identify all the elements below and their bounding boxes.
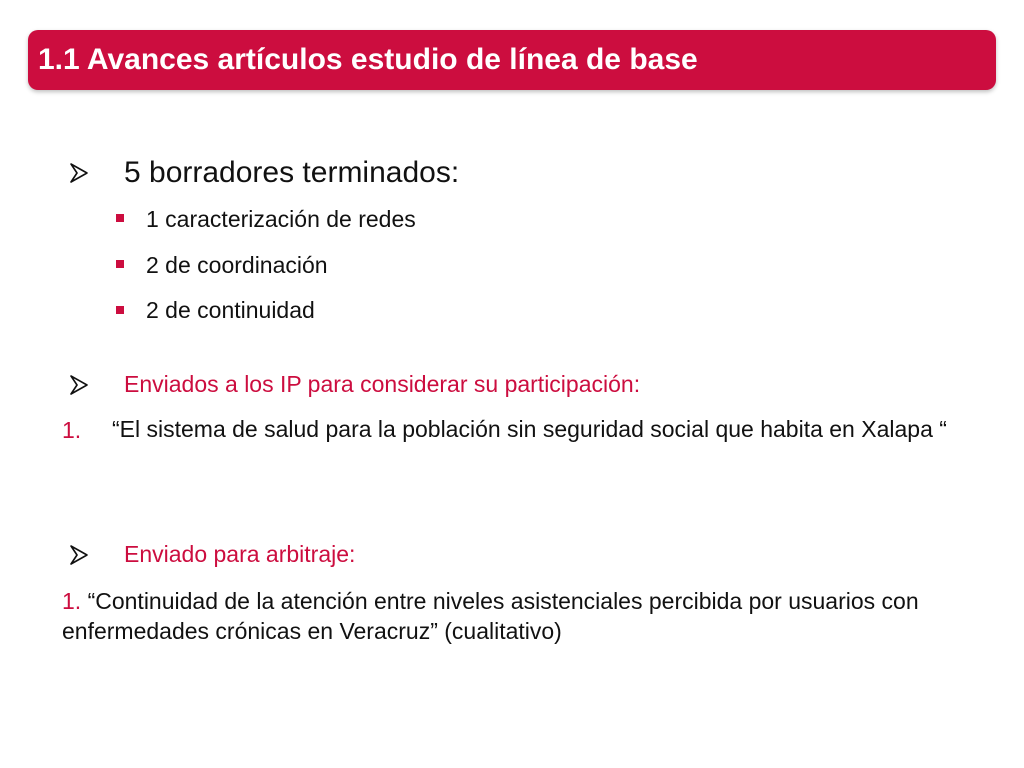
list-number: 1. — [62, 588, 82, 614]
square-bullet-icon — [116, 260, 124, 268]
section3-heading: Enviado para arbitraje: — [124, 541, 356, 567]
list-number: 1. — [62, 417, 82, 443]
list-item: 2 de coordinación — [146, 252, 328, 278]
arrowhead-bullet-icon — [68, 544, 90, 566]
list-item: 2 de continuidad — [146, 297, 315, 323]
arrowhead-bullet-icon — [68, 162, 90, 184]
title-banner — [28, 30, 996, 90]
slide-title: 1.1 Avances artículos estudio de línea de base — [38, 43, 698, 76]
section2-heading: Enviados a los IP para considerar su participación: — [124, 371, 641, 397]
square-bullet-icon — [116, 306, 124, 314]
section1-heading: 5 borradores terminados: — [124, 156, 460, 189]
arrowhead-bullet-icon — [68, 374, 90, 396]
article-title-text: “Continuidad de la atención entre niveles asistenciales percibida por usuarios con enfermedades crónicas en Veracruz” (cualitativo) — [62, 588, 919, 644]
square-bullet-icon — [116, 214, 124, 222]
article-title-1: “El sistema de salud para la población sin seguridad social que habita en Xalapa “ — [112, 416, 947, 442]
list-item: 1 caracterización de redes — [146, 206, 416, 232]
article-title-2 — [62, 586, 964, 646]
